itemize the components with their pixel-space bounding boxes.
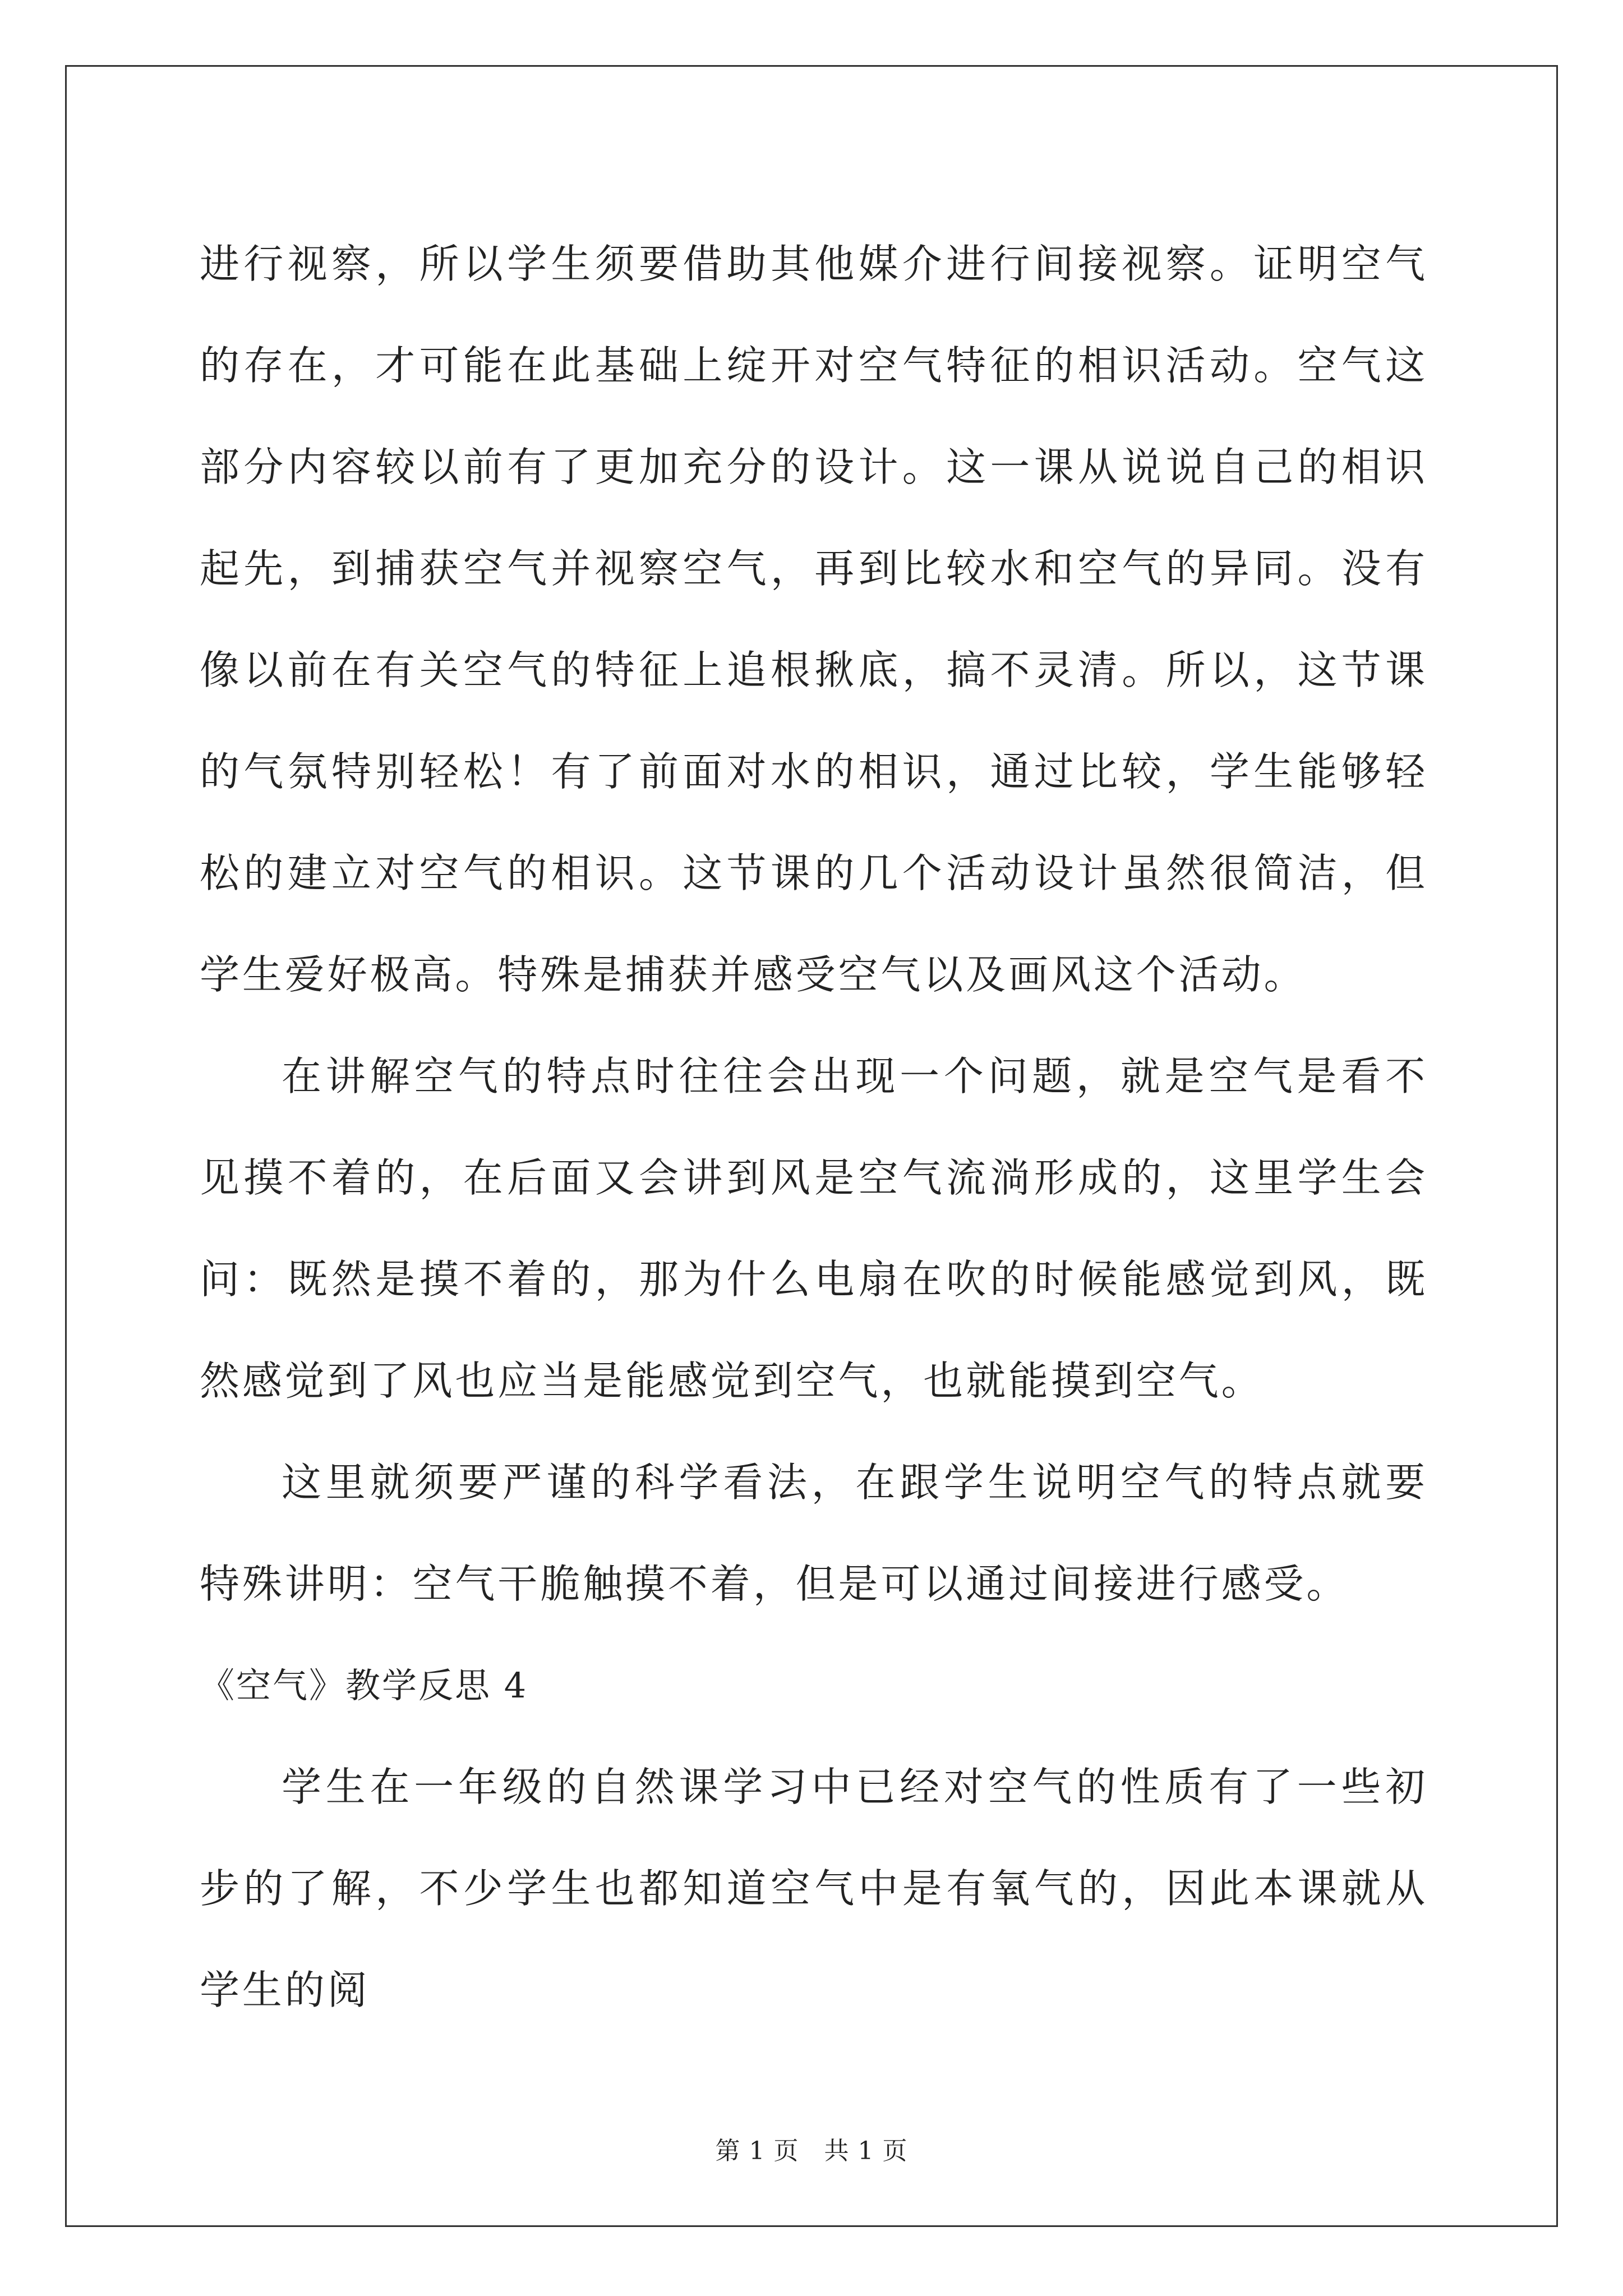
section-heading: 《空气》教学反思 4 bbox=[200, 1665, 528, 1706]
page-footer: 第 1 页 共 1 页 bbox=[715, 2137, 908, 2165]
paragraph-wind-question: 在讲解空气的特点时往往会出现一个问题，就是空气是看不见摸不着的，在后面又会讲到风是空气流淌形成的，这里学生会问：既然是摸不着的，那为什么电扇在吹的时候能感觉到风，既然感觉到了风也应当是能感觉到空气，也就能摸到空气。 bbox=[200, 1053, 1428, 1404]
paragraph-section-4-intro: 学生在一年级的自然课学习中已经对空气的性质有了一些初步的了解，不少学生也都知道空气中是有氧气的，因此本课就从学生的阅 bbox=[200, 1764, 1428, 2013]
paragraph-continued: 进行视察，所以学生须要借助其他媒介进行间接视察。证明空气的存在，才可能在此基础上绽开对空气特征的相识活动。空气这部分内容较以前有了更加充分的设计。这一课从说说自己的相识起先，到捕获空气并视察空气，再到比较水和空气的异同。没有像以前在有关空气的特征上追根揪底，搞不灵清。所以，这节课的气氛特别轻松！有了前面对水的相识，通过比较，学生能够轻松的建立对空气的相识。这节课的几个活动设计虽然很简洁，但学生爱好极高。特殊是捕获并感受空气以及画风这个活动。 bbox=[200, 241, 1428, 998]
document-body bbox=[200, 213, 1428, 2041]
paragraph-scientific-attitude: 这里就须要严谨的科学看法，在跟学生说明空气的特点就要特殊讲明：空气干脆触摸不着，但是可以通过间接进行感受。 bbox=[200, 1459, 1428, 1607]
